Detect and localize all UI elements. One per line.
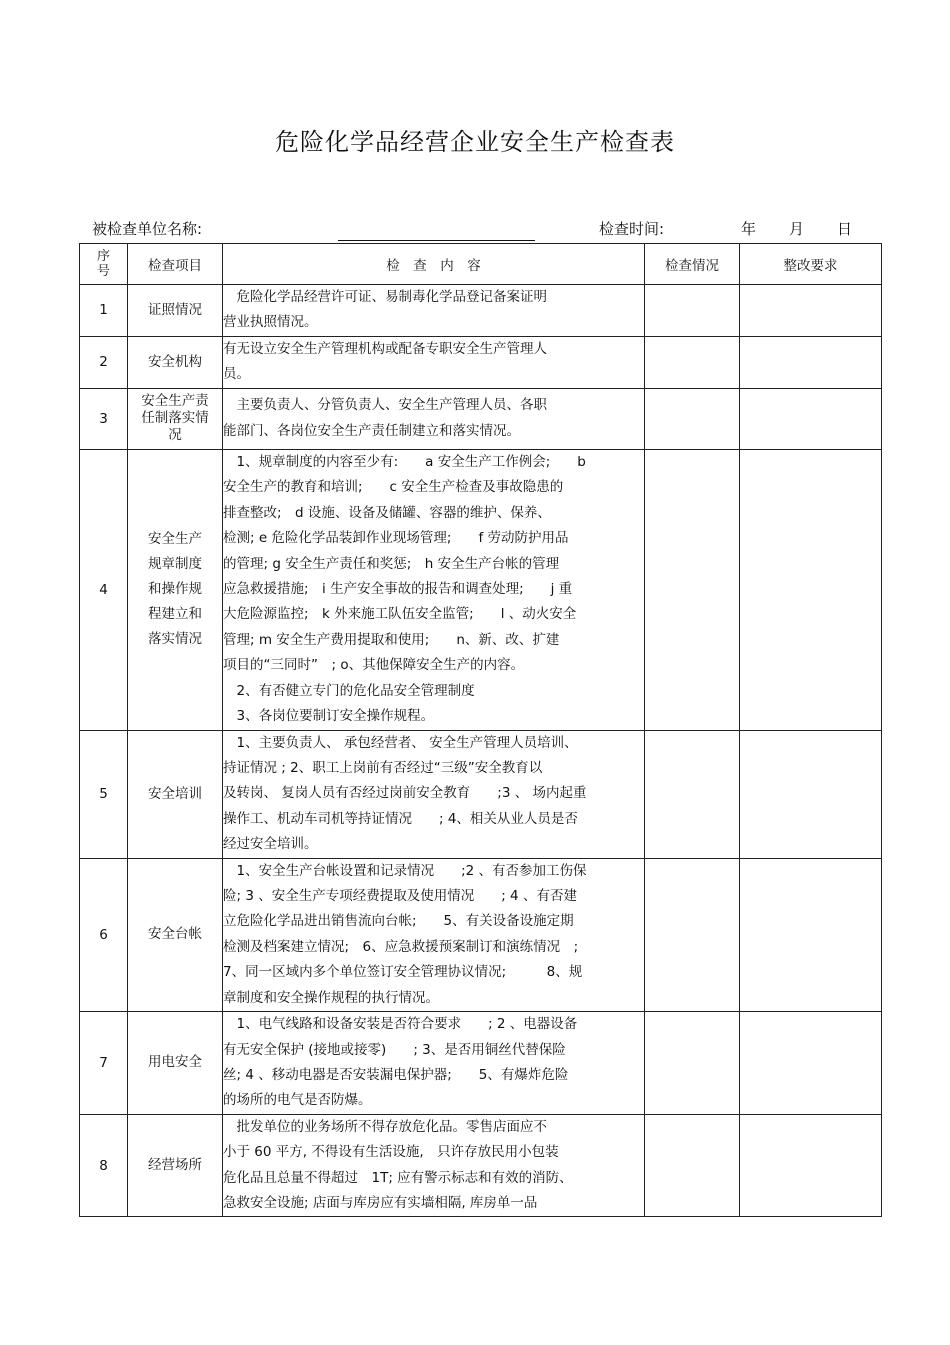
- year-label: 年: [741, 220, 757, 238]
- check-content-line: 有无设立安全生产管理机构或配备专职安全生产管理人: [223, 340, 547, 357]
- check-content-line: 急救安全设施; 店面与库房应有实墙相隔, 库房单一品: [223, 1194, 538, 1211]
- check-content-line: 管理; m 安全生产费用提取和使用; n、新、改、扩建: [223, 631, 560, 648]
- check-content-line: 3、各岗位要制订安全操作规程。: [223, 707, 435, 724]
- check-item-line: 规章制度: [148, 556, 202, 573]
- check-item-line: 落实情况: [148, 631, 202, 648]
- check-content-line: 章制度和安全操作规程的执行情况。: [223, 989, 439, 1006]
- header-no: 序 号: [80, 244, 128, 285]
- check-status-cell[interactable]: [645, 388, 740, 449]
- check-content: [223, 730, 645, 858]
- check-content-line: 1、电气线路和设备安装是否符合要求 ; 2 、电器设备: [223, 1016, 578, 1033]
- header-requirement: 整改要求: [740, 244, 882, 285]
- check-status-cell[interactable]: [645, 285, 740, 337]
- check-content-line: 安全生产的教育和培训; c 安全生产检查及事故隐患的: [223, 479, 564, 496]
- rectification-cell[interactable]: [740, 1114, 882, 1217]
- check-content-line: 1、安全生产台帐设置和记录情况 ;2 、有否参加工伤保: [223, 862, 587, 879]
- check-item-line: 安全生产责: [141, 393, 209, 410]
- check-content-line: 1、主要负责人、 承包经营者、 安全生产管理人员培训、: [223, 734, 578, 751]
- check-status-cell[interactable]: [645, 1114, 740, 1217]
- unit-name-label: 被检查单位名称:: [92, 220, 203, 238]
- check-item-line: 任制落实情: [141, 410, 209, 427]
- inspection-table: [79, 243, 882, 1217]
- row-number: 4: [80, 449, 128, 730]
- check-content: [223, 388, 645, 449]
- check-content-line: 大危险源监控; k 外来施工队伍安全监管; l 、动火安全: [223, 606, 577, 623]
- check-content-line: 7、同一区域内多个单位签订安全管理协议情况; 8、规: [223, 964, 583, 981]
- table-row: [80, 449, 882, 730]
- check-content-line: 检测; e 危险化学品装卸作业现场管理; f 劳动防护用品: [223, 530, 569, 547]
- row-number: 1: [80, 285, 128, 337]
- check-content-line: 有无安全保护 (接地或接零) ; 3、是否用铜丝代替保险: [223, 1041, 566, 1058]
- check-content-line: 批发单位的业务场所不得存放危化品。零售店面应不: [223, 1118, 547, 1135]
- check-content: [223, 336, 645, 388]
- table-row: [80, 336, 882, 388]
- rectification-cell[interactable]: [740, 1012, 882, 1115]
- check-status-cell[interactable]: [645, 449, 740, 730]
- check-content: [223, 449, 645, 730]
- row-number: 3: [80, 388, 128, 449]
- row-number: 6: [80, 858, 128, 1011]
- row-number: 5: [80, 730, 128, 858]
- check-item-line: 安全机构: [148, 353, 202, 370]
- check-status-cell[interactable]: [645, 730, 740, 858]
- table-row: [80, 285, 882, 337]
- check-content: [223, 285, 645, 337]
- check-content-line: 的场所的电气是否防爆。: [223, 1092, 372, 1109]
- check-item-line: 程建立和: [148, 606, 202, 623]
- check-item: [128, 449, 223, 730]
- check-item-line: 经营场所: [148, 1157, 202, 1174]
- check-content: [223, 858, 645, 1011]
- check-content-line: 应急救援措施; i 生产安全事故的报告和调查处理; j 重: [223, 580, 573, 597]
- row-number: 2: [80, 336, 128, 388]
- check-item: [128, 388, 223, 449]
- row-number: 7: [80, 1012, 128, 1115]
- check-item-line: 证照情况: [148, 301, 202, 318]
- check-item: [128, 1114, 223, 1217]
- check-content-line: 危险化学品经营许可证、易制毒化学品登记备案证明: [223, 289, 547, 305]
- check-content: [223, 1114, 645, 1217]
- check-content-line: 操作工、机动车司机等持证情况 ; 4、相关从业人员是否: [223, 810, 578, 827]
- check-item-line: 安全台帐: [148, 926, 202, 943]
- check-content-line: 的管理; g 安全生产责任和奖惩; h 安全生产台帐的管理: [223, 555, 560, 572]
- rectification-cell[interactable]: [740, 336, 882, 388]
- check-status-cell[interactable]: [645, 336, 740, 388]
- check-content-line: 1、规章制度的内容至少有: a 安全生产工作例会; b: [223, 453, 586, 470]
- check-status-cell[interactable]: [645, 858, 740, 1011]
- header-content: 检 查 内 容: [223, 244, 645, 285]
- rectification-cell[interactable]: [740, 858, 882, 1011]
- rectification-cell[interactable]: [740, 285, 882, 337]
- check-content-line: 2、有否健立专门的危化品安全管理制度: [223, 682, 475, 699]
- page-title: 危险化学品经营企业安全生产检查表: [275, 128, 675, 156]
- table-row: [80, 730, 882, 858]
- check-item-line: 用电安全: [148, 1054, 202, 1071]
- check-content-line: 排查整改; d 设施、设备及储罐、容器的维护、保养、: [223, 504, 551, 521]
- check-content-line: 持证情况 ; 2、职工上岗前有否经过“三级”安全教育以: [223, 760, 543, 777]
- check-item: [128, 858, 223, 1011]
- check-content-line: 项目的“三同时” ; o、其他保障安全生产的内容。: [223, 657, 525, 674]
- check-item-line: 安全培训: [148, 785, 202, 802]
- row-number: 8: [80, 1114, 128, 1217]
- check-content-line: 主要负责人、分管负责人、安全生产管理人员、各职: [223, 397, 547, 414]
- check-status-cell[interactable]: [645, 1012, 740, 1115]
- rectification-cell[interactable]: [740, 730, 882, 858]
- check-item-line: 和操作规: [148, 581, 202, 598]
- check-item: [128, 730, 223, 858]
- check-content-line: 立危险化学品进出销售流向台帐; 5、有关设备设施定期: [223, 913, 574, 930]
- check-item: [128, 336, 223, 388]
- check-time-label: 检查时间:: [599, 220, 665, 238]
- header-item: 检查项目: [128, 244, 223, 285]
- table-row: [80, 858, 882, 1011]
- check-content: [223, 1012, 645, 1115]
- table-row: [80, 1012, 882, 1115]
- unit-name-blank[interactable]: [338, 240, 535, 241]
- check-item-line: 况: [168, 427, 182, 444]
- table-header-row: [80, 244, 882, 285]
- check-content-line: 及转岗、 复岗人员有否经过岗前安全教育 ;3 、 场内起重: [223, 785, 587, 802]
- info-row: [92, 218, 857, 242]
- check-item-line: 安全生产: [148, 531, 202, 548]
- table-row: [80, 388, 882, 449]
- check-content-line: 危化品且总量不得超过 1T; 应有警示标志和有效的消防、: [223, 1169, 573, 1186]
- check-content-line: 检测及档案建立情况; 6、应急救援预案制订和演练情况 ;: [223, 938, 579, 955]
- check-content-line: 丝; 4 、移动电器是否安装漏电保护器; 5、有爆炸危险: [223, 1066, 569, 1083]
- check-content-line: 经过安全培训。: [223, 836, 318, 853]
- check-content-line: 能部门、各岗位安全生产责任制建立和落实情况。: [223, 422, 520, 439]
- check-content-line: 小于 60 平方, 不得设有生活设施, 只许存放民用小包装: [223, 1144, 559, 1161]
- rectification-cell[interactable]: [740, 388, 882, 449]
- check-content-line: 营业执照情况。: [223, 314, 318, 331]
- header-status: 检查情况: [645, 244, 740, 285]
- check-content-line: 险; 3 、安全生产专项经费提取及使用情况 ; 4 、有否建: [223, 888, 577, 905]
- day-label: 日: [837, 220, 853, 238]
- check-item: [128, 1012, 223, 1115]
- table-row: [80, 1114, 882, 1217]
- check-item: [128, 285, 223, 337]
- rectification-cell[interactable]: [740, 449, 882, 730]
- check-content-line: 员。: [223, 366, 250, 383]
- month-label: 月: [789, 220, 805, 238]
